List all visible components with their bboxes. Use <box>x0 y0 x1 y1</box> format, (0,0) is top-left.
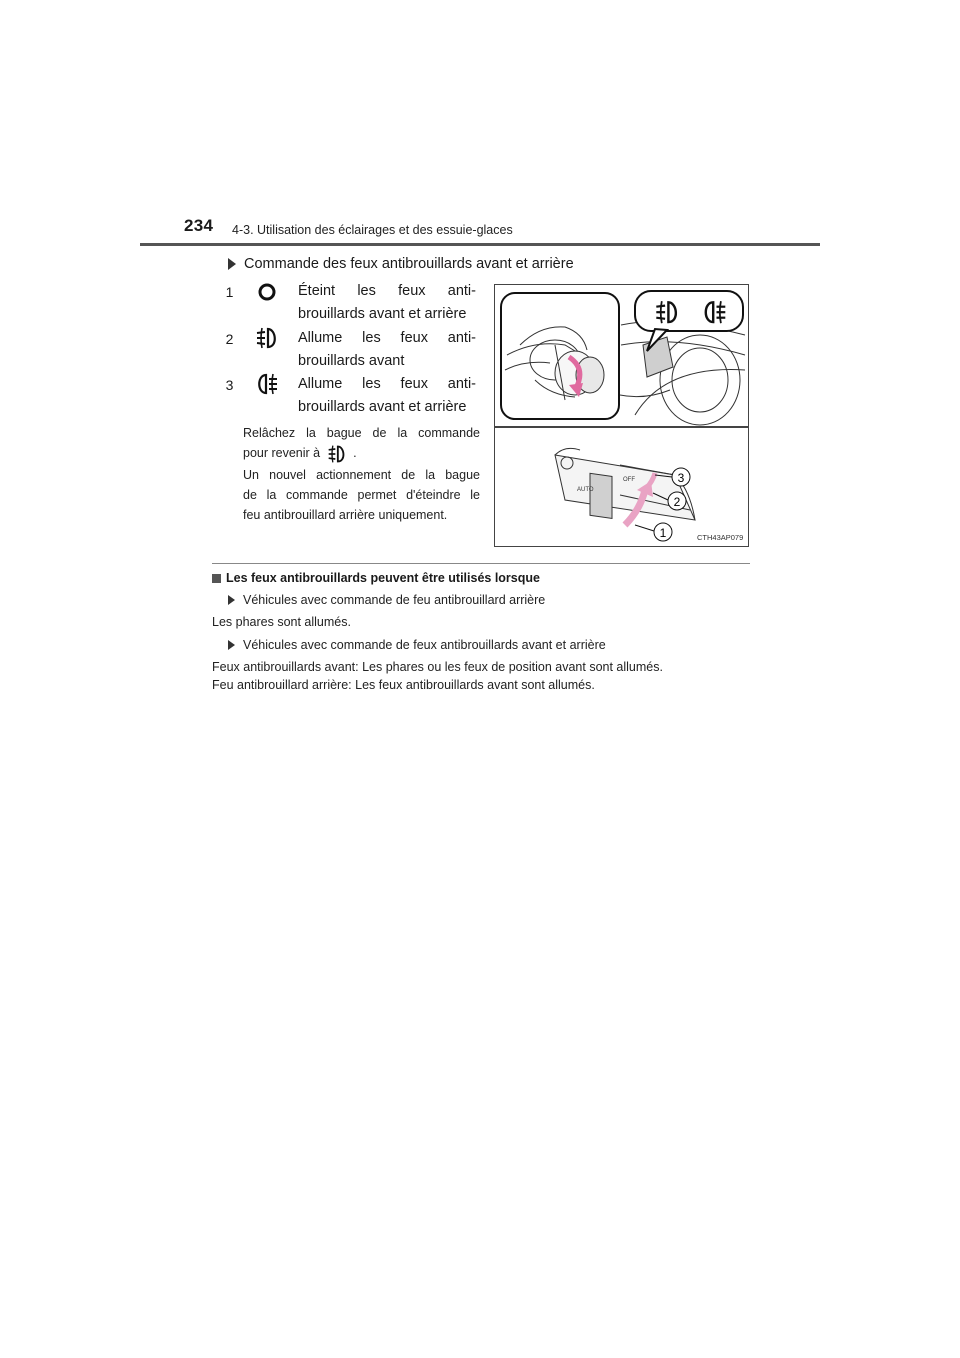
switch-label-off: OFF <box>623 477 635 483</box>
triangle-bullet-icon <box>228 258 236 270</box>
conditions-heading: Les feux antibrouillards peuvent être utilisés lorsque <box>212 571 540 585</box>
callout-3-label: 3 <box>677 471 685 485</box>
item-text-1: Éteint les feux anti- brouillards avant et arrière <box>298 283 476 322</box>
switch-label-auto: AUTO <box>577 487 594 493</box>
note-rear-fog-off: Un nouvel actionnement de la bague de la commande permet d'éteindre le feu antibrouillard arrière uniquement. <box>243 468 480 522</box>
item-text-2: Allume les feux anti- brouillards avant <box>298 330 476 369</box>
hand-lever-detail <box>505 327 604 400</box>
rear-fog-icon <box>254 372 280 396</box>
lever-highlight <box>643 337 673 377</box>
figure-divider <box>494 426 749 428</box>
section-title: 4-3. Utilisation des éclairages et des essuie-glaces <box>232 223 513 237</box>
item-text-3: Allume les feux anti- brouillards avant et arrière <box>298 376 476 415</box>
condition-bullet-2: Véhicules avec commande de feux antibrouillards avant et arrière <box>228 638 606 652</box>
callout-2-label: 2 <box>673 495 681 509</box>
page-number: 234 <box>184 216 214 235</box>
icon-bubble <box>635 291 743 331</box>
item-number-2: 2 <box>225 330 234 347</box>
condition-bullet-1: Véhicules avec commande de feu antibrouillard arrière <box>228 593 545 607</box>
fog-off-icon <box>256 281 278 303</box>
figure-code: CTH43AP079 <box>697 533 744 542</box>
zoom-frame <box>501 293 619 419</box>
triangle-bullet-icon <box>228 595 235 605</box>
fog-section-heading <box>228 256 574 272</box>
condition-text-1: Les phares sont allumés. <box>212 615 351 629</box>
item-number-3: 3 <box>225 376 234 393</box>
condition-text-2b: Feu antibrouillard arrière: Les feux antibrouillards avant sont allumés. <box>212 678 595 692</box>
note-release-ring: Relâchez la bague de la commande pour revenir à . <box>243 423 480 464</box>
callout-1-label: 1 <box>659 526 667 540</box>
triangle-bullet-icon <box>228 640 235 650</box>
illustration-drawing <box>495 285 749 547</box>
fog-section-title: Commande des feux antibrouillards avant et arrière <box>244 256 574 272</box>
condition-text-2a: Feux antibrouillards avant: Les phares ou les feux de position avant sont allumés. <box>212 660 663 674</box>
item-number-1: 1 <box>225 283 234 300</box>
section-divider <box>212 563 750 564</box>
square-bullet-icon <box>212 574 221 583</box>
dashboard-detail <box>620 322 745 425</box>
fog-switch-illustration <box>494 284 749 547</box>
front-fog-inline-icon <box>326 444 348 464</box>
front-fog-icon <box>254 326 280 350</box>
header-rule <box>140 243 820 246</box>
